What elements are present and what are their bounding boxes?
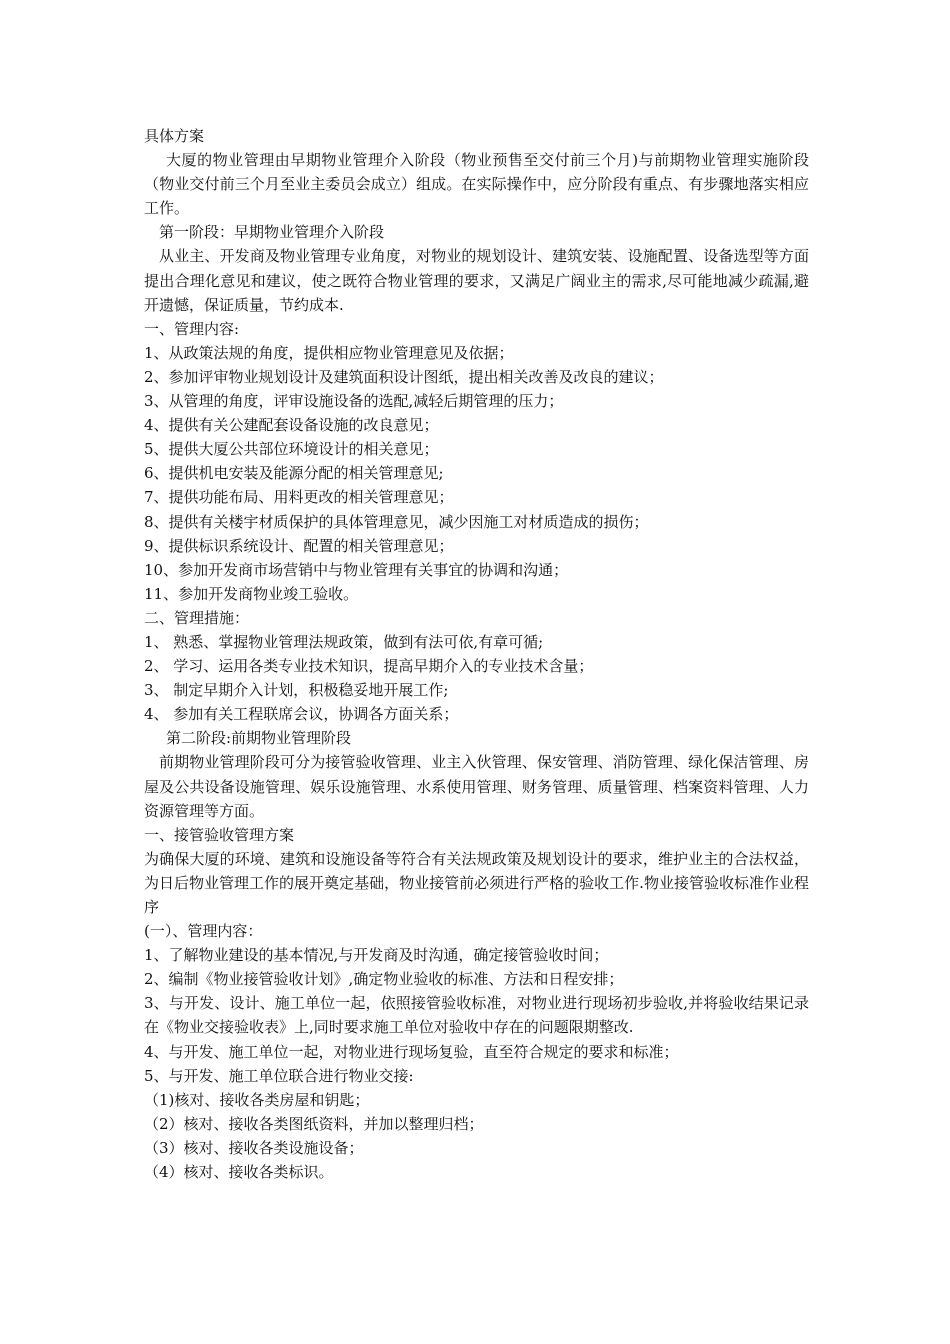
stage2-heading: 第二阶段:前期物业管理阶段 <box>166 729 352 748</box>
list-item: 1、从政策法规的角度，提供相应物业管理意见及依据； <box>144 343 514 362</box>
list-item: 4、提供有关公建配套设备设施的改良意见； <box>144 416 439 435</box>
list-item: 4、 参加有关工程联席会议，协调各方面关系； <box>144 705 459 724</box>
content-heading: 一、管理内容: <box>144 319 240 338</box>
takeover-paragraph: 为确保大厦的环境、建筑和设施设备等符合有关法规政策及规划设计的要求，维护业主的合法权益，为日后物业管理工作的展开奠定基础，物业接管前必须进行严格的验收工作.物业接管验收标准作业程序 <box>144 849 809 916</box>
stage2-paragraph: 前期物业管理阶段可分为接管验收管理、业主入伙管理、保安管理、消防管理、绿化保洁管理、房屋及公共设备设施管理、娱乐设施管理、水系使用管理、财务管理、质量管理、档案资料管理、人力资源管理等方面。 <box>144 753 809 820</box>
handover-item: （1)核对、接收各类房屋和钥匙； <box>144 1090 370 1109</box>
stage1-paragraph: 从业主、开发商及物业管理专业角度，对物业的规划设计、建筑安装、设施配置、设备选型等方面提出合理化意见和建议，使之既符合物业管理的要求，又满足广阔业主的需求,尽可能地减少疏漏,避开遗憾，保证质量，节约成本. <box>144 247 809 314</box>
measures-heading: 二、管理措施： <box>144 608 250 627</box>
list-item: 1、了解物业建设的基本情况,与开发商及时沟通，确定接管验收时间； <box>144 946 609 965</box>
list-item: 9、提供标识系统设计、配置的相关管理意见； <box>144 536 454 555</box>
list-item: 3、 制定早期介入计划，积极稳妥地开展工作; <box>144 681 449 700</box>
list-item: 2、编制《物业接管验收计划》,确定物业验收的标准、方法和日程安排； <box>144 970 624 989</box>
handover-item: （2）核对、接收各类图纸资料，并加以整理归档； <box>144 1114 484 1133</box>
handover-item: （3）核对、接收各类设施设备； <box>144 1138 364 1157</box>
list-item: 8、提供有关楼宇材质保护的具体管理意见，减少因施工对材质造成的损伤； <box>144 512 649 531</box>
list-item: 1、 熟悉、掌握物业管理法规政策，做到有法可依,有章可循; <box>144 632 544 651</box>
handover-item: （4）核对、接收各类标识。 <box>144 1163 334 1182</box>
list-item: 4、与开发、施工单位一起，对物业进行现场复验，直至符合规定的要求和标准； <box>144 1042 679 1061</box>
stage1-heading: 第一阶段：早期物业管理介入阶段 <box>159 223 385 242</box>
list-item: 2、 学习、运用各类专业技术知识，提高早期介入的专业技术含量； <box>144 657 594 676</box>
list-item: 7、提供功能布局、用料更改的相关管理意见； <box>144 488 454 507</box>
list-item: 10、参加开发商市场营销中与物业管理有关事宜的协调和沟通； <box>144 560 569 579</box>
document-page <box>144 124 809 1184</box>
list-item: 5、与开发、施工单位联合进行物业交接: <box>144 1066 414 1085</box>
list-item: 3、与开发、设计、施工单位一起，依照接管验收标准，对物业进行现场初步验收,并将验收结果记录在《物业交接验收表》上,同时要求施工单位对验收中存在的问题限期整改. <box>144 994 809 1037</box>
intro-paragraph: 大厦的物业管理由早期物业管理介入阶段（物业预售至交付前三个月)与前期物业管理实施阶段（物业交付前三个月至业主委员会成立）组成。在实际操作中，应分阶段有重点、有步骤地落实相应工作。 <box>144 151 809 218</box>
list-item: 2、参加评审物业规划设计及建筑面积设计图纸，提出相关改善及改良的建议； <box>144 367 664 386</box>
document-title: 具体方案 <box>144 127 205 145</box>
list-item: 5、提供大厦公共部位环境设计的相关意见； <box>144 440 439 459</box>
list-item: 3、从管理的角度，评审设施设备的选配,减轻后期管理的压力； <box>144 392 564 411</box>
takeover-heading: 一、接管验收管理方案 <box>144 825 295 844</box>
list-item: 11、参加开发商物业竣工验收。 <box>144 584 359 603</box>
sub-heading: (一）、管理内容： <box>144 922 263 941</box>
list-item: 6、提供机电安装及能源分配的相关管理意见; <box>144 464 444 483</box>
